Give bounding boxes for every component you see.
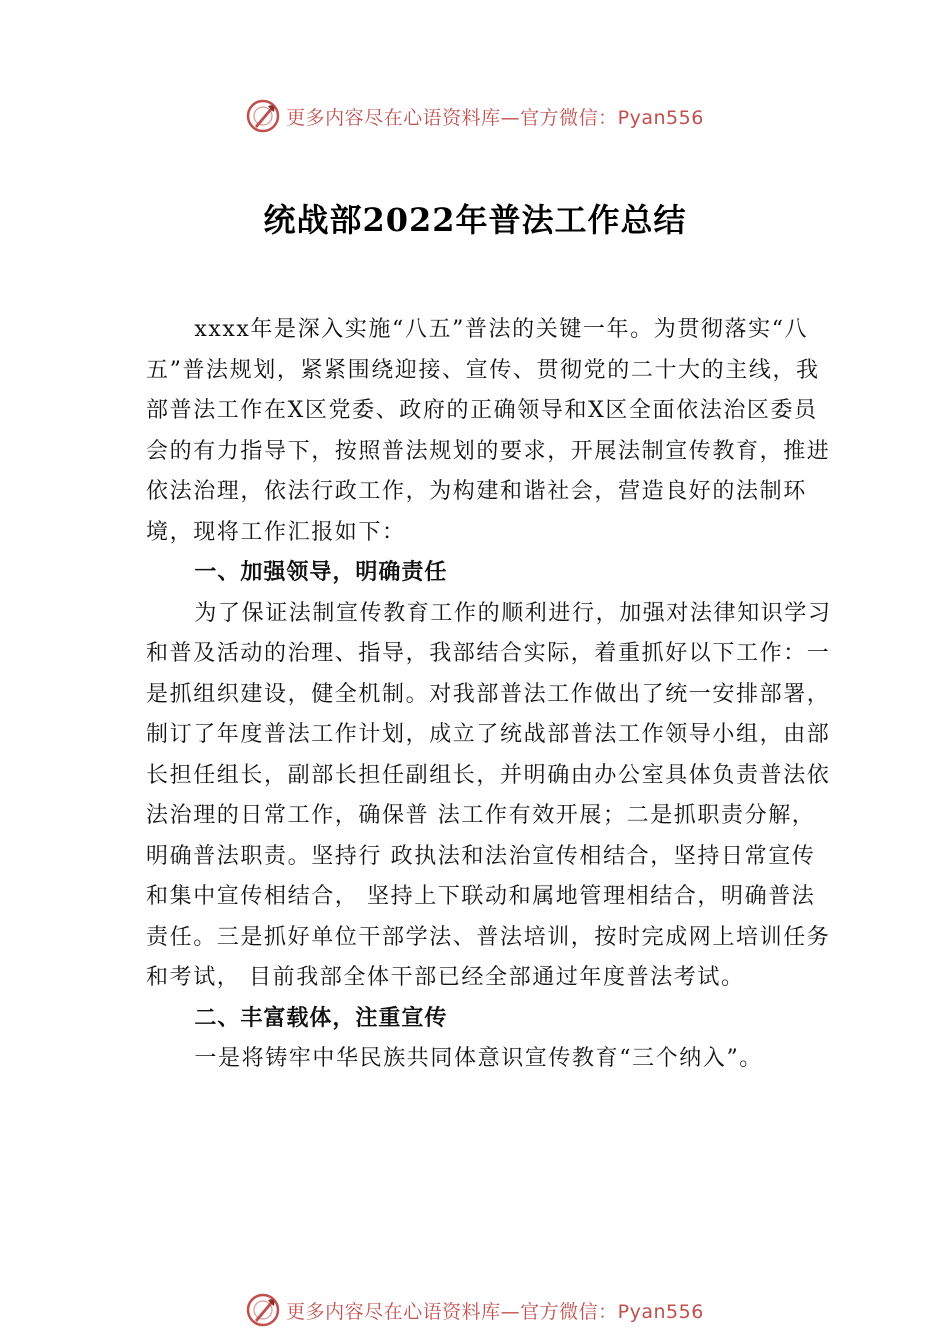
document-body	[146, 310, 836, 1080]
document-title: 统战部2022年普法工作总结	[263, 201, 687, 239]
quill-pen-circle-icon	[246, 99, 280, 133]
section-1-paragraph: 为了保证法制宣传教育工作的顺利进行，加强对法律知识学习和普及活动的治理、指导，我部结合实际，着重抓好以下工作：一是抓组织建设，健全机制。对我部普法工作做出了统一安排部署，制订了年度普法工作计划，成立了统战部普法工作领导小组，由部长担任组长，副部长担任副组长，并明确由办公室具体负责普法依法治理的日常工作，确保普 法工作有效开展；二是抓职责分解，明确普法职责。坚持行 政执法和法治宣传相结合，坚持日常宣传和集中宣传相结合， 坚持上下联动和属地管理相结合，明确普法责任。三是抓好单位干部学法、普法培训，按时完成网上培训任务和考试， 目前我部全体干部已经全部通过年度普法考试。	[146, 600, 832, 990]
section-1-heading: 一、加强领导，明确责任	[194, 560, 448, 585]
section-2-heading: 二、丰富载体，注重宣传	[194, 1005, 448, 1031]
footer-watermark-banner	[0, 1290, 950, 1330]
watermark-text: 更多内容尽在心语资料库—官方微信：Pyan556	[286, 1300, 704, 1323]
header-watermark-banner	[0, 96, 950, 136]
intro-paragraph: xxxx年是深入实施“八五”普法的关键一年。为贯彻落实“八五”普法规划，紧紧围绕迎接、宣传、贯彻党的二十大的主线，我部普法工作在X区党委、政府的正确领导和X区全面依法治区委员会的有力指导下，按照普法规划的要求，开展法制宣传教育，推进依法治理，依法行政工作，为构建和谐社会，营造良好的法制环境，现将工作汇报如下：	[146, 317, 831, 545]
quill-pen-circle-icon	[246, 1293, 280, 1327]
section-2-paragraph: 一是将铸牢中华民族共同体意识宣传教育“三个纳入”。	[194, 1046, 763, 1071]
watermark-text: 更多内容尽在心语资料库—官方微信：Pyan556	[286, 106, 704, 129]
